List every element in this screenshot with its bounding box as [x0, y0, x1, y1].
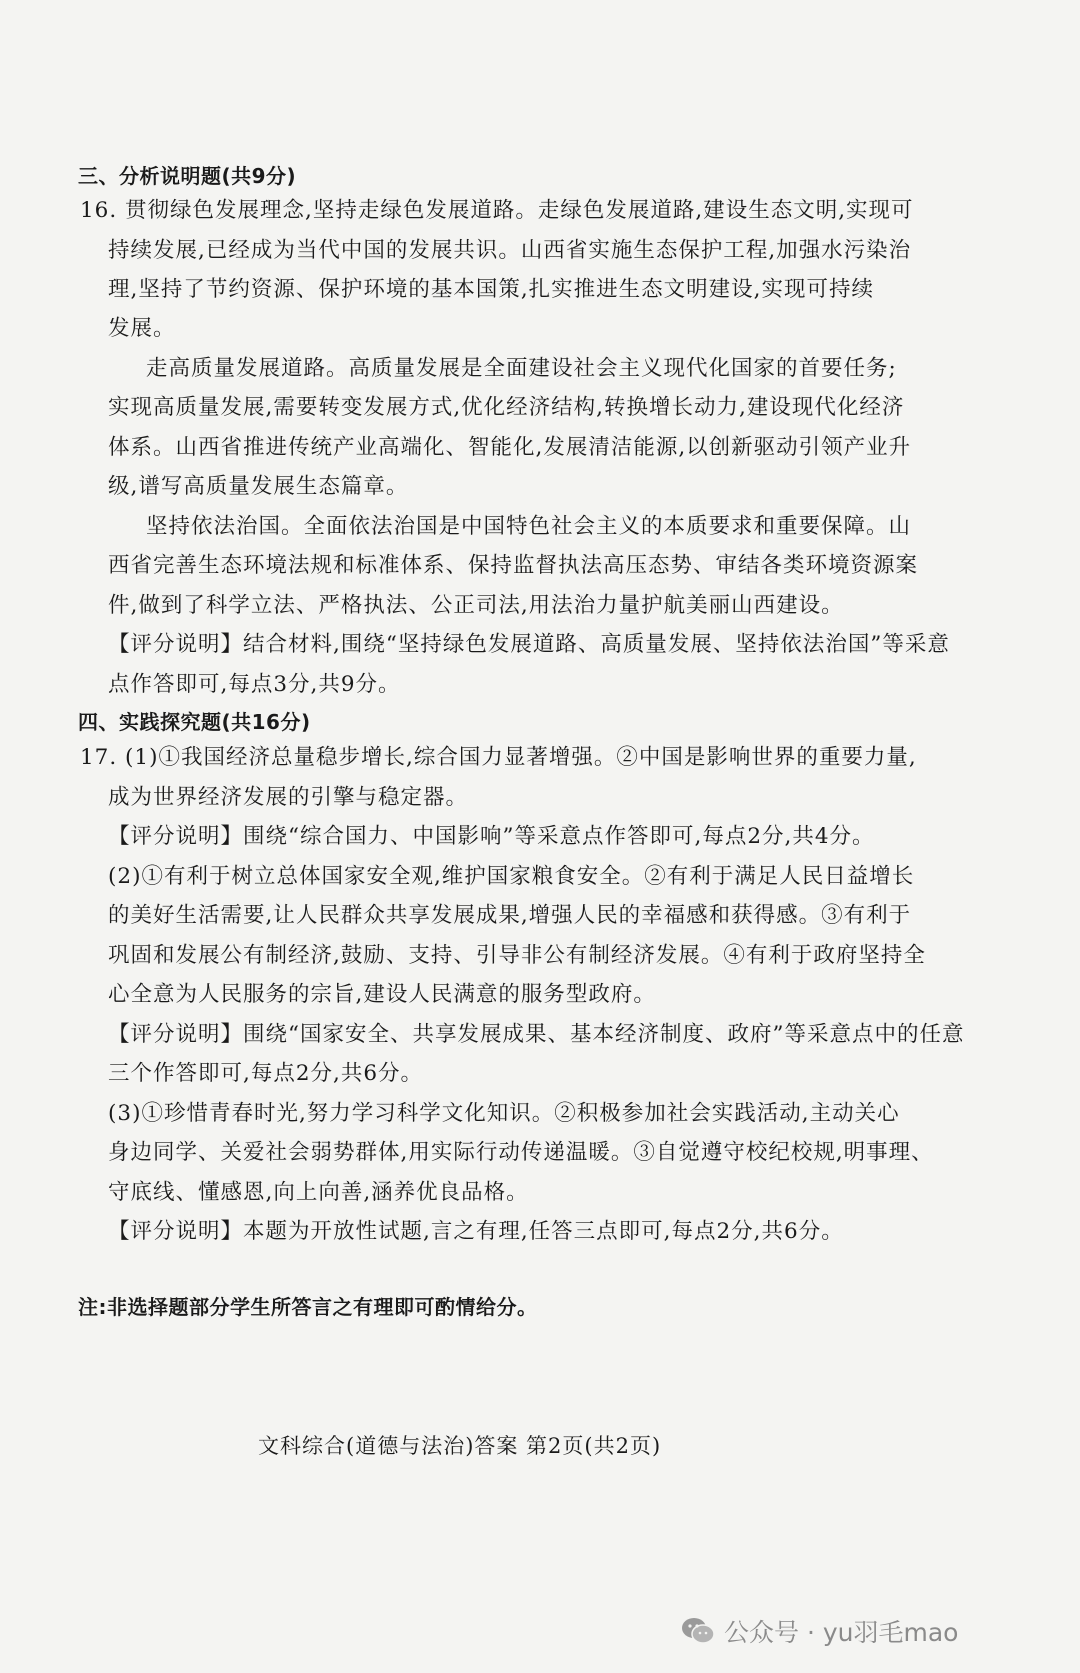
text-line: 17. (1)①我国经济总量稳步增长,综合国力显著增强。②中国是影响世界的重要力量,: [80, 745, 917, 770]
scoring-note: 三个作答即可,每点2分,共6分。: [108, 1061, 424, 1086]
text-line: 成为世界经济发展的引擎与稳定器。: [108, 785, 469, 810]
text-line: 件,做到了科学立法、严格执法、公正司法,用法治力量护航美丽山西建设。: [108, 593, 844, 618]
grading-note: 注:非选择题部分学生所答言之有理即可酌情给分。: [78, 1295, 538, 1319]
text-line: 理,坚持了节约资源、保护环境的基本国策,扎实推进生态文明建设,实现可持续: [108, 277, 875, 302]
text-line: 持续发展,已经成为当代中国的发展共识。山西省实施生态保护工程,加强水污染治: [108, 238, 912, 263]
text-line: (3)①珍惜青春时光,努力学习科学文化知识。②积极参加社会实践活动,主动关心: [108, 1101, 900, 1126]
watermark-text: 公众号 · yu羽毛mao: [724, 1618, 959, 1647]
wechat-icon: [680, 1616, 716, 1646]
text-line: 的美好生活需要,让人民群众共享发展成果,增强人民的幸福感和获得感。③有利于: [108, 903, 912, 928]
scoring-note: 【评分说明】结合材料,围绕“坚持绿色发展道路、高质量发展、坚持依法治国”等采意: [108, 632, 950, 657]
text-line: 实现高质量发展,需要转变发展方式,优化经济结构,转换增长动力,建设现代化经济: [108, 395, 905, 420]
text-line: 走高质量发展道路。高质量发展是全面建设社会主义现代化国家的首要任务;: [146, 356, 897, 381]
scoring-note: 【评分说明】本题为开放性试题,言之有理,任答三点即可,每点2分,共6分。: [108, 1219, 844, 1244]
text-line: 级,谱写高质量发展生态篇章。: [108, 474, 409, 499]
text-line: 守底线、懂感恩,向上向善,涵养优良品格。: [108, 1180, 529, 1205]
text-line: (2)①有利于树立总体国家安全观,维护国家粮食安全。②有利于满足人民日益增长: [108, 864, 915, 889]
text-line: 发展。: [108, 316, 176, 341]
text-line: 16. 贯彻绿色发展理念,坚持走绿色发展道路。走绿色发展道路,建设生态文明,实现可: [80, 198, 914, 223]
section-heading-practice: 四、实践探究题(共16分): [78, 710, 311, 734]
section-heading-analysis: 三、分析说明题(共9分): [78, 164, 297, 188]
text-line: 心全意为人民服务的宗旨,建设人民满意的服务型政府。: [108, 982, 656, 1007]
watermark: [680, 1613, 958, 1649]
scoring-note: 【评分说明】围绕“综合国力、中国影响”等采意点作答即可,每点2分,共4分。: [108, 824, 875, 849]
text-line: 巩固和发展公有制经济,鼓励、支持、引导非公有制经济发展。④有利于政府坚持全: [108, 943, 926, 968]
text-line: 身边同学、关爱社会弱势群体,用实际行动传递温暖。③自觉遵守校纪校规,明事理、: [108, 1140, 934, 1165]
text-line: 体系。山西省推进传统产业高端化、智能化,发展清洁能源,以创新驱动引领产业升: [108, 435, 912, 460]
scoring-note: 点作答即可,每点3分,共9分。: [108, 672, 401, 697]
text-line: 西省完善生态环境法规和标准体系、保持监督执法高压态势、审结各类环境资源案: [108, 553, 919, 578]
text-line: 坚持依法治国。全面依法治国是中国特色社会主义的本质要求和重要保障。山: [146, 514, 912, 539]
page-footer: 文科综合(道德与法治)答案 第2页(共2页): [258, 1434, 662, 1458]
scoring-note: 【评分说明】围绕“国家安全、共享发展成果、基本经济制度、政府”等采意点中的任意: [108, 1022, 965, 1047]
